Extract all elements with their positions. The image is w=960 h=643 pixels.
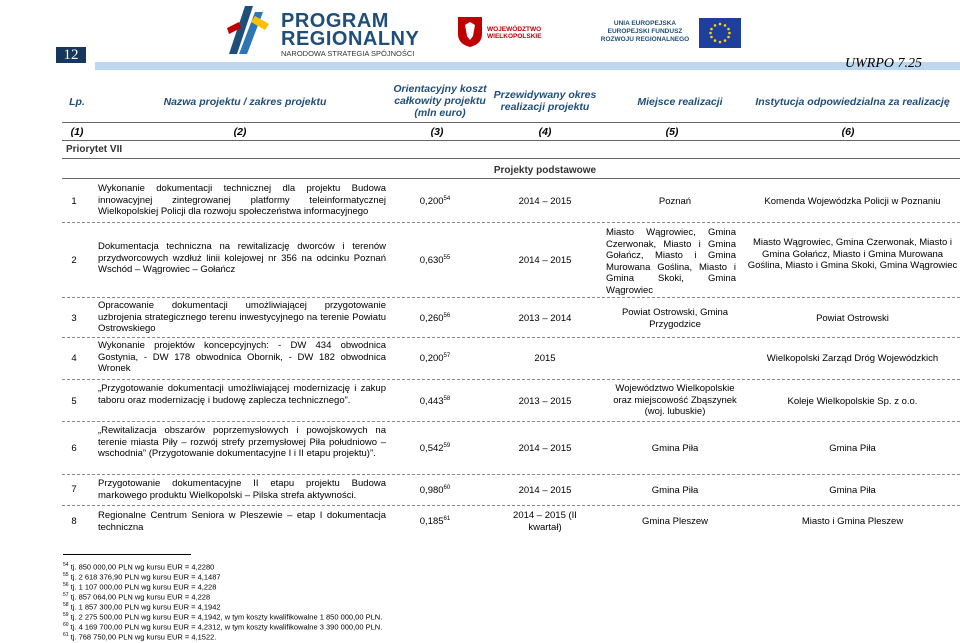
project-name: Opracowanie dokumentacji umożliwiającej przygotowanie uzbrojenia strategicznego terenu inwestycyjnego na terenie Powiatu Ostrowskiego — [98, 300, 386, 335]
project-cost: 0,980$^{60}$ — [419, 485, 451, 497]
col-number-3: (3) — [430, 126, 444, 138]
project-cost: 0,542$^{59}$ — [419, 443, 451, 455]
project-period: 2013 – 2015 — [518, 396, 572, 407]
logo-eu-line1: UNIA EUROPEJSKA — [613, 20, 677, 27]
project-cost: 0,630$^{55}$ — [419, 255, 451, 267]
header-bar — [95, 62, 960, 70]
project-institution: Koleje Wielkopolskie Sp. z o.o. — [787, 396, 918, 407]
logo-program-line3: NARODOWA STRATEGIA SPÓJNOŚCI — [281, 49, 415, 58]
project-institution: Wielkopolski Zarząd Dróg Wojewódzkich — [766, 353, 939, 364]
footnote: $^{60}$ tj. 4 169 700,00 PLN wg kursu EUR = 4,2312, w tym koszty kwalifikowalne 3 390 000,00 PLN. — [63, 622, 383, 632]
project-name: „Przygotowanie dokumentacji umożliwiającej modernizację i zakup taboru oraz modernizację i budowę zaplecza technicznego”. — [98, 383, 386, 406]
project-place: Gmina Piła — [651, 485, 699, 496]
wielkopolska-logo — [457, 16, 567, 50]
header-name: Nazwa projektu / zakres projektu — [163, 96, 327, 108]
project-name: Wykonanie projektów koncepcyjnych: - DW 434 obwodnica Gostynia, - DW 178 obwodnica Obornik, - DW 182 obwodnica Wronek — [98, 340, 386, 375]
col-number-4: (4) — [538, 126, 552, 138]
eagle-shield-icon — [457, 16, 483, 48]
header-period: Przewidywany okres realizacji projektu — [493, 89, 597, 114]
eu-logo — [595, 18, 740, 50]
footnote: $^{57}$ tj. 857 064,00 PLN wg kursu EUR = 4,228 — [63, 592, 211, 602]
program-regionalny-logo — [225, 4, 460, 56]
row-separator — [62, 474, 960, 475]
project-period: 2013 – 2014 — [518, 313, 572, 324]
row-number: 6 — [71, 443, 77, 454]
project-name: Przygotowanie dokumentacyjne II etapu projektu Budowa markowego produktu Wielkopolski – Pilska strefa aktywności. — [98, 478, 386, 501]
project-cost: 0,200$^{54}$ — [419, 196, 451, 208]
row-separator — [62, 421, 960, 422]
footnote-ref: 59 — [443, 443, 451, 449]
footnote: $^{54}$ tj. 850 000,00 PLN wg kursu EUR = 4,2280 — [63, 562, 215, 572]
footnote: $^{61}$ tj. 768 750,00 PLN wg kursu EUR = 4,1522. — [63, 632, 217, 642]
footnote-ref: 58 — [443, 396, 451, 402]
document-code: UWRPO 7.25 — [845, 56, 922, 71]
eu-flag-icon — [699, 18, 741, 48]
footnote-ref: 54 — [443, 196, 451, 202]
header-lp: Lp. — [69, 96, 85, 108]
row-separator — [62, 505, 960, 506]
project-place: Gmina Pleszew — [642, 516, 708, 527]
project-cost: 0,185$^{61}$ — [419, 516, 451, 528]
footnote-separator — [63, 554, 191, 555]
table-rule — [62, 178, 960, 179]
table-rule — [62, 158, 960, 159]
project-period: 2014 – 2015 — [518, 255, 572, 266]
project-name: „Rewitalizacja obszarów poprzemysłowych i powojskowych na terenie miasta Piły – rozwój strefy przemysłowej Piła południowo – wschodnia” (Przygotowanie dokumentacyjne I i II etapu projektu)”. — [98, 425, 386, 460]
project-place: Gmina Piła — [651, 443, 699, 454]
priority-label: Priorytet VII — [66, 144, 123, 155]
project-institution: Komenda Wojewódzka Policji w Poznaniu — [764, 196, 941, 207]
project-cost: 0,443$^{58}$ — [419, 396, 451, 408]
page-number: 12 — [56, 47, 86, 63]
header-institution: Instytucja odpowiedzialna za realizację — [755, 96, 950, 108]
project-institution: Miasto i Gmina Pleszew — [801, 516, 904, 527]
footnote-ref: 55 — [443, 255, 451, 261]
row-separator — [62, 297, 960, 298]
project-institution: Gmina Piła — [829, 443, 876, 454]
logo-region-line2: WIELKOPOLSKIE — [487, 33, 542, 40]
row-number: 3 — [71, 313, 77, 324]
col-number-6: (6) — [841, 126, 855, 138]
col-number-1: (1) — [70, 126, 84, 138]
project-period: 2014 – 2015 — [518, 485, 572, 496]
footnote-ref: 56 — [443, 313, 451, 319]
logo-program-line1: PROGRAM — [281, 10, 389, 32]
project-place: Miasto Wągrowiec, Gmina Czerwonak, Miasto i Gmina Gołańcz, Miasto i Gmina Murowana Goślina, Miasto i Gmina Skoki, Gmina Wągrowiec — [606, 227, 736, 296]
project-cost: 0,260$^{56}$ — [419, 313, 451, 325]
logo-eu-line2: EUROPEJSKI FUNDUSZ — [607, 28, 683, 35]
project-place: Poznań — [658, 196, 692, 207]
table-rule — [62, 140, 960, 141]
footnote: $^{56}$ tj. 1 107 000,00 PLN wg kursu EUR = 4,228 — [63, 582, 217, 592]
project-name: Regionalne Centrum Seniora w Pleszewie – etap I dokumentacja techniczna — [98, 510, 386, 533]
project-period: 2014 – 2015 — [518, 443, 572, 454]
project-name: Dokumentacja techniczna na rewitalizację dworców i terenów przydworcowych wzdłuż linii kolejowej nr 356 na odcinku Poznań Wschód – Wągrowiec – Gołańcz — [98, 241, 386, 276]
row-number: 5 — [71, 396, 77, 407]
row-number: 4 — [71, 353, 77, 364]
project-institution: Powiat Ostrowski — [816, 313, 889, 324]
project-period: 2015 — [534, 353, 556, 364]
row-separator — [62, 222, 960, 223]
header-place: Miejsce realizacji — [637, 96, 723, 108]
logo-program-line2: REGIONALNY — [281, 28, 420, 50]
row-separator — [62, 337, 960, 338]
row-number: 2 — [71, 255, 77, 266]
project-name: Wykonanie dokumentacji technicznej dla projektu Budowa innowacyjnej zintegrowanej platformy teleinformatycznej Wielkopolskiej Policji dla rozwoju społeczeństwa informacyjnego — [98, 183, 386, 218]
footnote-ref: 60 — [443, 485, 451, 491]
footnote-ref: 57 — [443, 353, 451, 359]
row-number: 1 — [71, 196, 77, 207]
row-separator — [62, 379, 960, 380]
table-rule — [62, 122, 960, 123]
section-label: Projekty podstawowe — [493, 165, 597, 176]
footnote: $^{59}$ tj. 2 275 500,00 PLN wg kursu EUR = 4,1942, w tym koszty kwalifikowalne 1 850 000,00 PLN. — [63, 612, 383, 622]
col-number-5: (5) — [665, 126, 679, 138]
star-logo-icon — [225, 4, 271, 56]
col-number-2: (2) — [233, 126, 247, 138]
project-place: Województwo Wielkopolskie oraz miejscowość Zbąszynek (woj. lubuskie) — [613, 383, 737, 418]
project-institution: Miasto Wągrowiec, Gmina Czerwonak, Miasto i Gmina Gołańcz, Miasto i Gmina Murowana Goślina, Miasto i Gmina Skoki, Gmina Wągrowiec — [747, 237, 958, 272]
row-number: 8 — [71, 516, 77, 527]
footnote-ref: 61 — [443, 516, 451, 522]
logo-eu-line3: ROZWOJU REGIONALNEGO — [600, 36, 690, 43]
footnote: $^{55}$ tj. 2 618 376,90 PLN wg kursu EUR = 4,1487 — [63, 572, 221, 582]
project-period: 2014 – 2015 — [518, 196, 572, 207]
header-cost: Orientacyjny koszt całkowity projektu (mln euro) — [393, 83, 487, 120]
footnote: $^{58}$ tj. 1 857 300,00 PLN wg kursu EUR = 4,1942 — [63, 602, 221, 612]
project-cost: 0,200$^{57}$ — [419, 353, 451, 365]
project-period: 2014 – 2015 (II kwartał) — [513, 510, 577, 533]
row-number: 7 — [71, 484, 77, 495]
project-institution: Gmina Piła — [829, 485, 876, 496]
project-place: Powiat Ostrowski, Gmina Przygodzice — [621, 307, 729, 330]
logo-region-line1: WOJEWÓDZTWO — [487, 26, 542, 33]
